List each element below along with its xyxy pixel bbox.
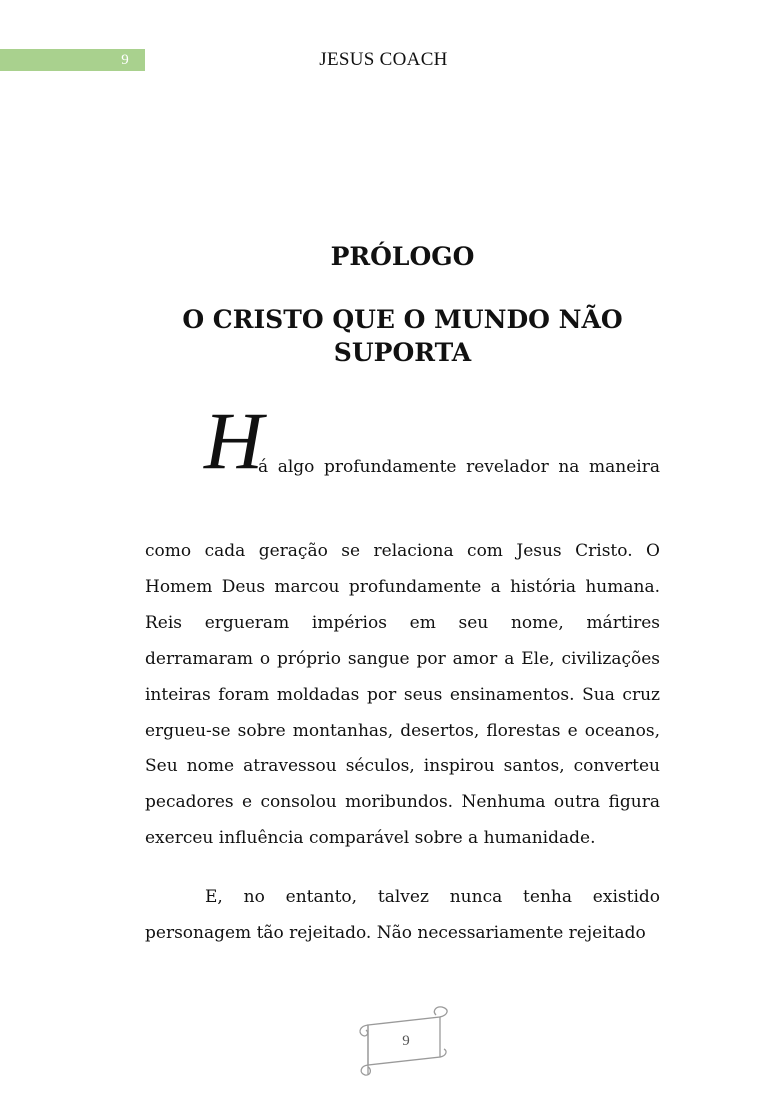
first-line-text: á algo profundamente revelador na maneira bbox=[258, 457, 660, 477]
header-page-number: 9 bbox=[121, 52, 129, 68]
chapter-title: O CRISTO QUE O MUNDO NÃO SUPORTA bbox=[182, 305, 623, 367]
paragraph-2: E, no entanto, talvez nunca tenha existido personagem tão rejeitado. Não necessariamente rejeitado bbox=[145, 887, 660, 943]
running-header-title: JESUS COACH bbox=[319, 49, 448, 70]
paragraph-1: como cada geração se relaciona com Jesus Cristo. O Homem Deus marcou profundamente a história humana. Reis ergueram impérios em seu nome, mártires derramaram o próprio sangue por amor a Ele, civilizações inteiras foram moldadas por seus ensinamentos. Sua cruz ergueu-se sobre montanhas, desertos, florestas e oceanos, Seu nome atravessou séculos, inspirou santos, converteu pecadores e consolou moribundos. Nenhuma outra figura exerceu influência comparável sobre a humanidade. bbox=[145, 541, 660, 849]
drop-cap: H bbox=[204, 395, 264, 486]
chapter-label: PRÓLOGO bbox=[330, 242, 475, 271]
footer-page-number: 9 bbox=[402, 1033, 410, 1049]
